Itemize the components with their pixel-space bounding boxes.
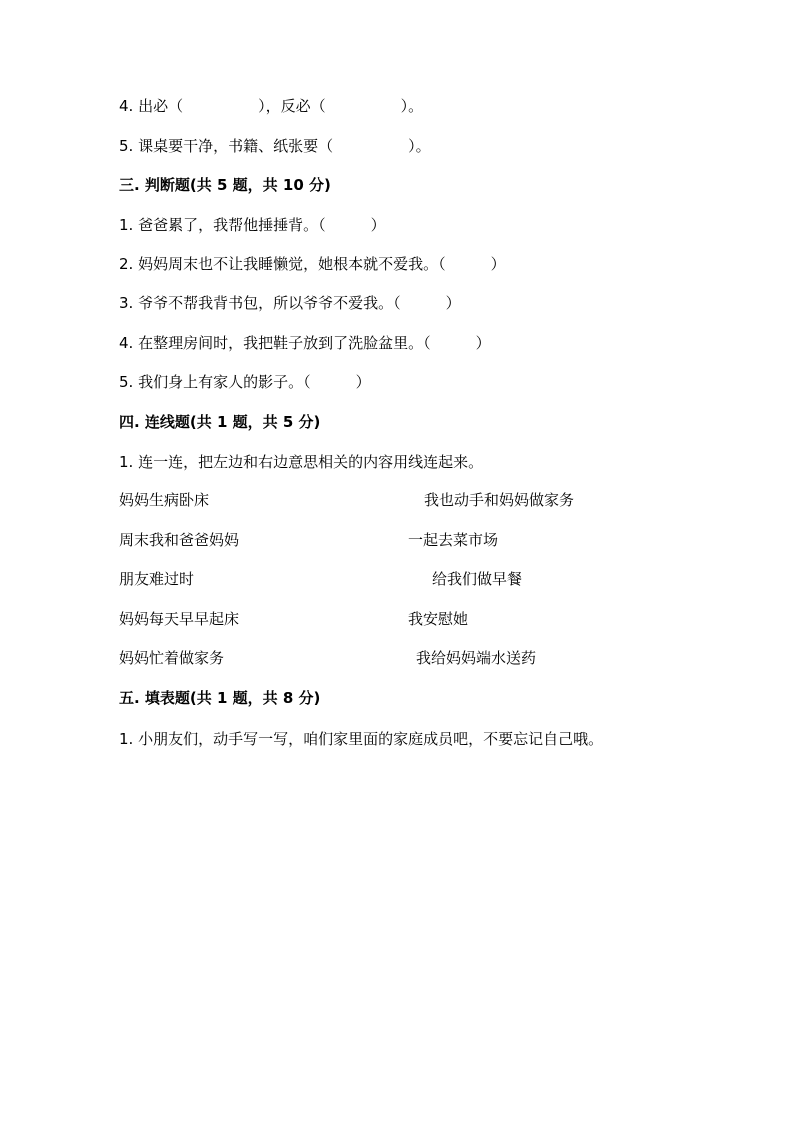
match-right-4: 我安慰她 bbox=[408, 610, 469, 628]
match-left-5: 妈妈忙着做家务 bbox=[119, 649, 225, 667]
match-right-2: 一起去菜市场 bbox=[408, 531, 499, 549]
fill-in-question-5: 5. 课桌要干净，书籍、纸张要（ ）。 bbox=[119, 137, 431, 155]
matching-question: 1. 连一连，把左边和右边意思相关的内容用线连起来。 bbox=[119, 453, 484, 471]
judge-item-5: 5. 我们身上有家人的影子。（ ） bbox=[119, 373, 371, 391]
match-left-2: 周末我和爸爸妈妈 bbox=[119, 531, 240, 549]
judge-item-3: 3. 爷爷不帮我背书包，所以爷爷不爱我。（ ） bbox=[119, 294, 461, 312]
match-right-1: 我也动手和妈妈做家务 bbox=[424, 491, 575, 509]
match-left-4: 妈妈每天早早起床 bbox=[119, 610, 240, 628]
match-left-1: 妈妈生病卧床 bbox=[119, 491, 210, 509]
fill-table-question: 1. 小朋友们，动手写一写，咱们家里面的家庭成员吧，不要忘记自己哦。 bbox=[119, 730, 604, 748]
section-3-heading: 三. 判断题(共 5 题，共 10 分) bbox=[119, 176, 331, 194]
section-4-heading: 四. 连线题(共 1 题，共 5 分) bbox=[119, 413, 321, 431]
fill-in-question-4: 4. 出必（ ），反必（ ）。 bbox=[119, 97, 424, 115]
judge-item-1: 1. 爸爸累了，我帮他捶捶背。（ ） bbox=[119, 216, 386, 234]
match-right-3: 给我们做早餐 bbox=[432, 570, 523, 588]
judge-item-2: 2. 妈妈周末也不让我睡懒觉，她根本就不爱我。（ ） bbox=[119, 255, 506, 273]
section-5-heading: 五. 填表题(共 1 题，共 8 分) bbox=[119, 689, 321, 707]
judge-item-4: 4. 在整理房间时，我把鞋子放到了洗脸盆里。（ ） bbox=[119, 334, 491, 352]
match-left-3: 朋友难过时 bbox=[119, 570, 195, 588]
match-right-5: 我给妈妈端水送药 bbox=[416, 649, 537, 667]
